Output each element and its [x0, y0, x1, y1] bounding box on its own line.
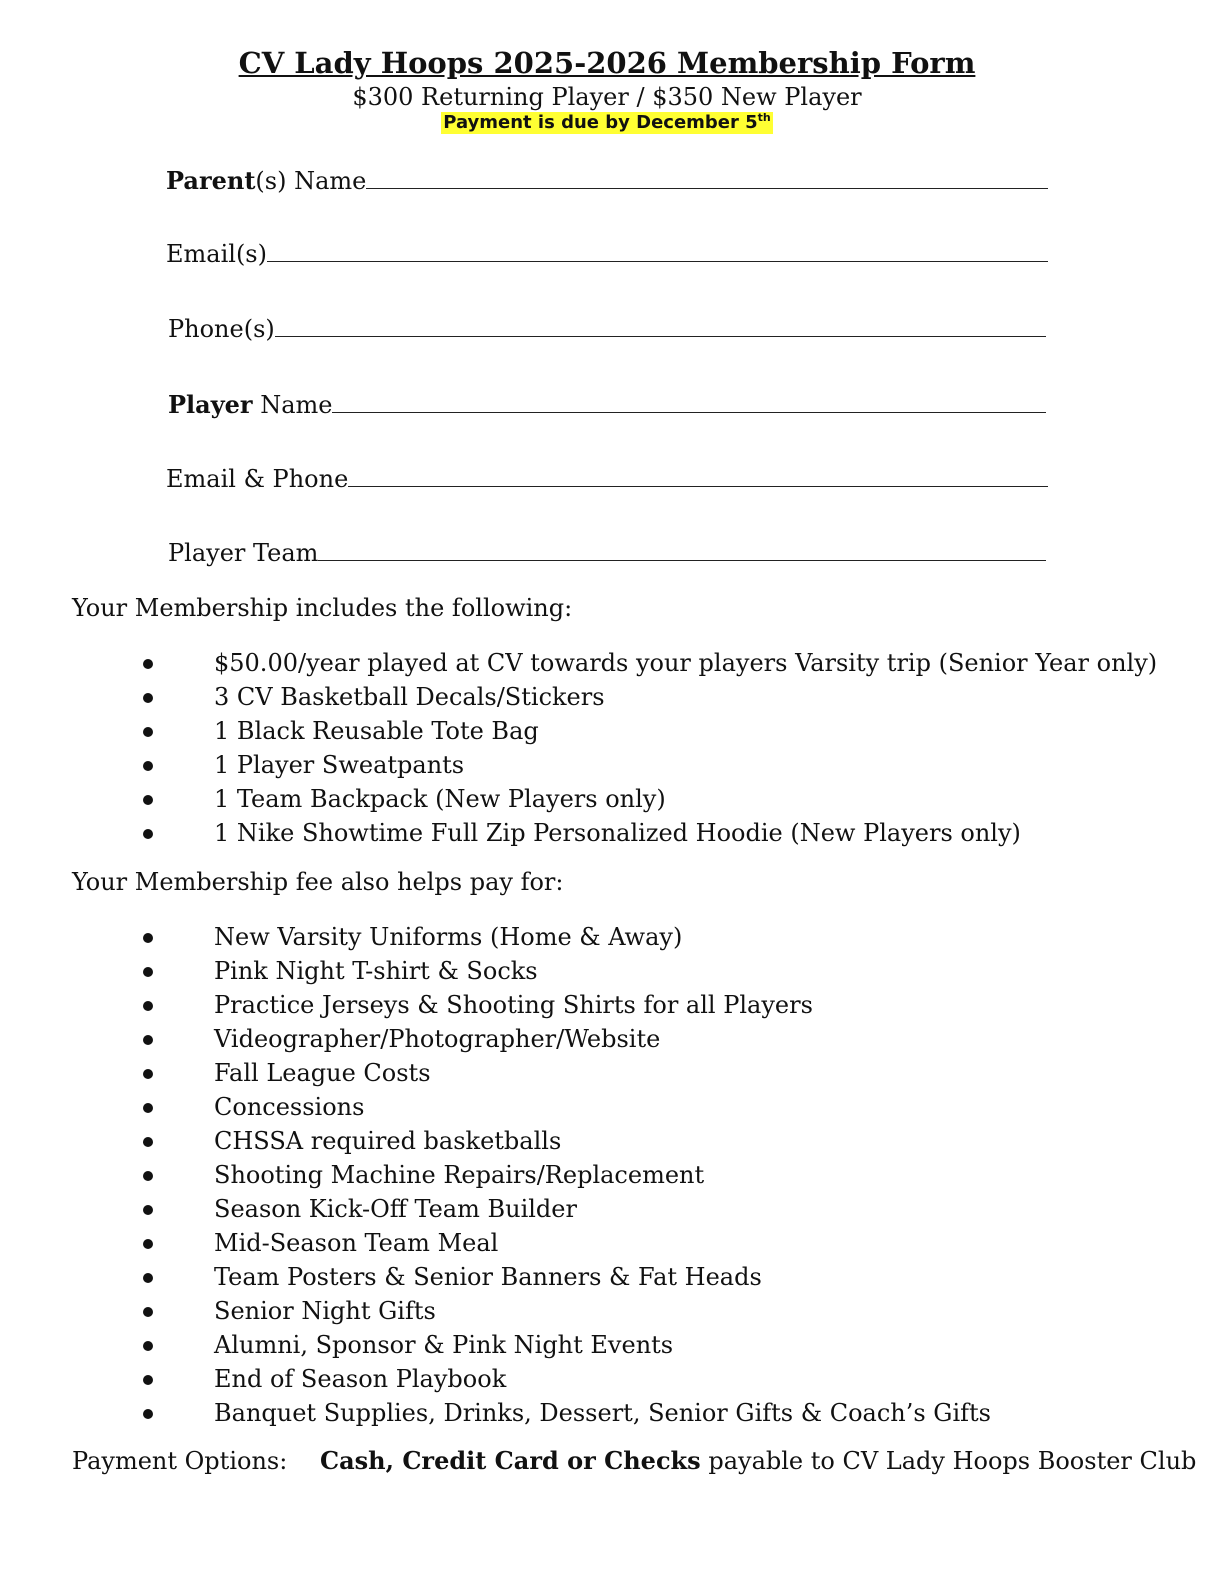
parent-name-blank[interactable]	[366, 168, 1048, 189]
list-item: CHSSA required basketballs	[140, 1124, 991, 1158]
player-team-label: Player Team	[168, 539, 319, 567]
list-item: End of Season Playbook	[140, 1362, 991, 1396]
page-title: CV Lady Hoops 2025-2026 Membership Form	[238, 46, 976, 80]
list-item: $50.00/year played at CV towards your players Varsity trip (Senior Year only)	[140, 646, 1157, 680]
list-item: Banquet Supplies, Drinks, Dessert, Senior Gifts & Coach’s Gifts	[140, 1396, 991, 1430]
list-item: Team Posters & Senior Banners & Fat Heads	[140, 1260, 991, 1294]
list-item: New Varsity Uniforms (Home & Away)	[140, 920, 991, 954]
pricing-line: $300 Returning Player / $350 New Player	[352, 83, 862, 111]
player-label-bold: Player	[168, 390, 253, 419]
email-phone-field[interactable]	[166, 465, 1048, 493]
list-item: Alumni, Sponsor & Pink Night Events	[140, 1328, 991, 1362]
list-item: 1 Nike Showtime Full Zip Personalized Hoodie (New Players only)	[140, 816, 1157, 850]
list-item: 1 Player Sweatpants	[140, 748, 1157, 782]
emails-blank[interactable]	[267, 241, 1048, 262]
payment-due-notice	[441, 112, 773, 134]
payment-due-text: Payment is due by December 5	[443, 112, 758, 133]
list-item: Senior Night Gifts	[140, 1294, 991, 1328]
list-item: Season Kick-Off Team Builder	[140, 1192, 991, 1226]
list-item: Pink Night T-shirt & Socks	[140, 954, 991, 988]
includes-heading: Your Membership includes the following:	[72, 594, 573, 622]
email-phone-blank[interactable]	[348, 466, 1048, 487]
list-item: Fall League Costs	[140, 1056, 991, 1090]
list-item: 1 Black Reusable Tote Bag	[140, 714, 1157, 748]
payment-methods: Cash, Credit Card or Checks	[320, 1446, 701, 1475]
list-item: Shooting Machine Repairs/Replacement	[140, 1158, 991, 1192]
form-header	[0, 44, 1224, 134]
player-team-field[interactable]	[168, 539, 1046, 567]
email-phone-label: Email & Phone	[166, 465, 349, 493]
player-name-label	[168, 390, 332, 419]
list-item: Videographer/Photographer/Website	[140, 1022, 991, 1056]
list-item: 1 Team Backpack (New Players only)	[140, 782, 1157, 816]
fee-helps-heading: Your Membership fee also helps pay for:	[72, 868, 564, 896]
player-name-field[interactable]	[168, 390, 1046, 419]
list-item: Practice Jerseys & Shooting Shirts for all Players	[140, 988, 991, 1022]
list-item: 3 CV Basketball Decals/Stickers	[140, 680, 1157, 714]
payment-options	[72, 1446, 1196, 1475]
phones-field[interactable]	[168, 315, 1046, 343]
parent-label-rest: (s) Name	[255, 167, 367, 195]
includes-list	[140, 646, 1157, 850]
payment-due-suffix: th	[757, 111, 771, 124]
payment-payee: payable to CV Lady Hoops Booster Club	[700, 1447, 1197, 1475]
player-label-rest: Name	[252, 391, 333, 419]
phones-label: Phone(s)	[168, 315, 275, 343]
list-item: Mid-Season Team Meal	[140, 1226, 991, 1260]
emails-label: Email(s)	[166, 240, 267, 268]
fee-helps-list	[140, 920, 991, 1430]
player-name-blank[interactable]	[332, 392, 1046, 413]
payment-options-label: Payment Options:	[72, 1447, 288, 1475]
parent-name-label	[166, 166, 366, 195]
parent-name-field[interactable]	[166, 166, 1048, 195]
list-item: Concessions	[140, 1090, 991, 1124]
phones-blank[interactable]	[275, 316, 1046, 337]
parent-label-bold: Parent	[166, 166, 256, 195]
emails-field[interactable]	[166, 240, 1048, 268]
player-team-blank[interactable]	[318, 540, 1046, 561]
